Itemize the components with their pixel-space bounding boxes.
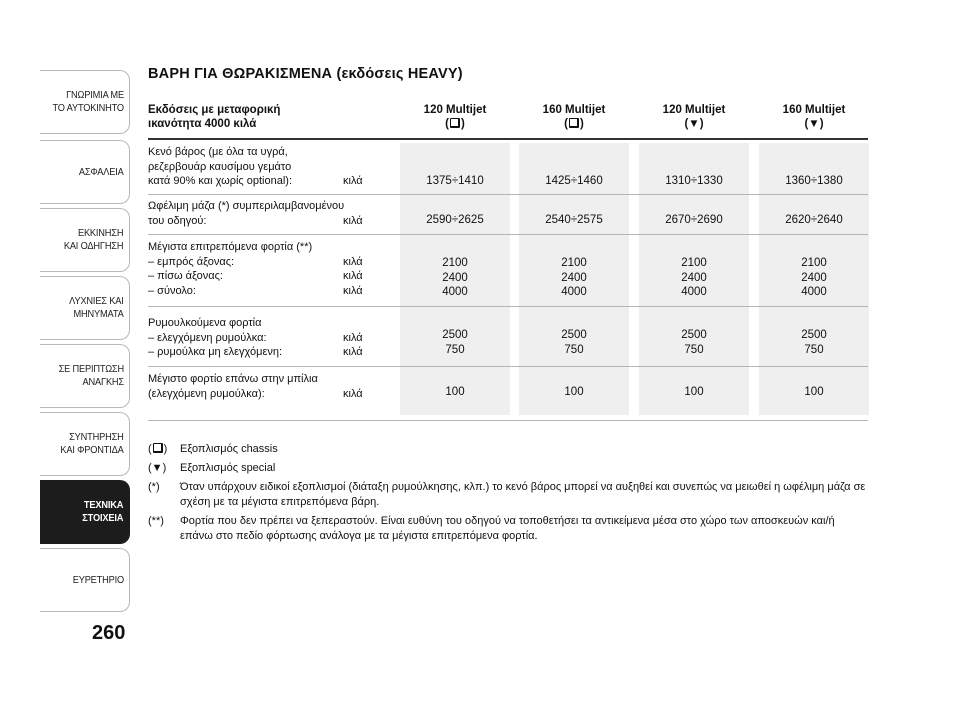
row-label-payload: Ωφέλιμη μάζα (*) συμπεριλαμβανομένου του οδηγού: [148,200,345,227]
tab-label: ΓΝΩΡΙΜΙΑ ΜΕ ΤΟ ΑΥΤΟΚΙΝΗΤΟ [52,89,124,114]
table-cell: 2500 750 [801,329,827,356]
tab-getting-to-know[interactable] [40,70,130,134]
special-triangle-icon: ▼ [151,462,163,474]
table-cell: 1425÷1460 [545,175,603,187]
column-header-4: 160 Multijet (▼) [754,103,874,131]
tab-emergency[interactable] [40,344,130,408]
table-bottom-divider [148,420,868,421]
tab-label: ΑΣΦΑΛΕΙΑ [78,165,124,178]
table-cell: 1310÷1330 [665,175,723,187]
row-divider [148,366,868,367]
chassis-icon [569,118,579,128]
table-cell: 2500 750 [681,329,707,356]
table-cell: 100 [564,386,584,398]
tab-technical-data[interactable] [40,480,130,544]
table-cell: 2100 2400 4000 [681,257,707,298]
header-divider [148,138,868,140]
column-header-3: 120 Multijet (▼) [634,103,754,131]
table-cell: 2100 2400 4000 [442,257,468,298]
note-text: Φορτία που δεν πρέπει να ξεπεραστούν. Είναι ευθύνη του οδηγού να τοποθετήσει τα αντικείμενα μέσα στο χώρο των αποσκευών και/ή επάνω στο πεδίο φόρτωσης ανάλογα με τα μέγιστα επιτρεπόμενα φορτία. [180,515,835,542]
note-text: Εξοπλισμός special [180,462,276,474]
table-cell: 1375÷1410 [426,175,484,187]
table-cell: 2590÷2625 [426,214,484,226]
row-label-empty-weight: Κενό βάρος (με όλα τα υγρά, ρεζερβουάρ καυσίμου γεμάτο κατά 90% και χωρίς optional): [148,146,293,187]
page-number: 260 [92,622,126,644]
row-label-towable-loads: Ρυμουλκούμενα φορτία – ελεγχόμενη ρυμούλκα: – ρυμούλκα μη ελεγχόμενη: [148,317,283,358]
column-header-1: 120 Multijet ( ) [395,103,515,131]
column-name: 160 Multijet [542,104,606,116]
tab-starting-driving[interactable] [40,208,130,272]
note-marker: (*) [148,481,160,493]
column-name: 160 Multijet [782,104,846,116]
row-divider [148,234,868,235]
column-name: 120 Multijet [662,104,726,116]
column-name: 120 Multijet [423,104,487,116]
tab-label: ΛΥΧΝΙΕΣ ΚΑΙ ΜΗΝΥΜΑΤΑ [69,295,124,320]
chassis-icon [450,118,460,128]
row-unit: κιλά κιλά κιλά [343,255,363,297]
note-text: Όταν υπάρχουν ειδικοί εξοπλισμοί (διάταξη ρυμούλκησης, κλπ.) το κενό βάρος μπορεί να αυξηθεί και συνεπώς να μειωθεί η ωφέλιμη μάζα σε σχέση με τα μέγιστα επιτρεπόμενα βάρη. [180,481,866,508]
table-cell: 100 [804,386,824,398]
table-cell: 2100 2400 4000 [801,257,827,298]
tab-label: ΣΕ ΠΕΡΙΠΤΩΣΗ ΑΝΑΓΚΗΣ [58,363,124,388]
table-cell: 100 [684,386,704,398]
table-cell: 2500 750 [561,329,587,356]
special-triangle-icon: ▼ [808,118,820,130]
chassis-icon [153,443,163,453]
row-divider [148,194,868,195]
table-cell: 2670÷2690 [665,214,723,226]
tab-label: ΤΕΧΝΙΚΑ ΣΤΟΙΧΕΙΑ [82,499,124,524]
table-cell: 2540÷2575 [545,214,603,226]
tab-label: ΕΥΡΕΤΗΡΙΟ [72,573,124,586]
tab-index[interactable] [40,548,130,612]
row-label-max-loads: Μέγιστα επιτρεπόμενα φορτία (**) – εμπρός άξονας: – πίσω άξονας: – σύνολο: [148,241,313,297]
row-unit: κιλά [343,387,363,400]
row-label-ball-load: Μέγιστο φορτίο επάνω στην μπίλια (ελεγχόμενη ρυμούλκα): [148,373,318,400]
note-text: Εξοπλισμός chassis [180,443,278,455]
table-cell: 100 [445,386,465,398]
row-unit: κιλά [343,175,363,187]
special-triangle-icon: ▼ [688,118,700,130]
page-title: ΒΑΡΗ ΓΙΑ ΘΩΡΑΚΙΣΜΕΝΑ (εκδόσεις HEAVY) [148,66,463,82]
tab-safety[interactable] [40,140,130,204]
row-unit: κιλά κιλά [343,331,363,358]
header-left-line1: Εκδόσεις με μεταφορική [148,104,281,116]
row-divider [148,306,868,307]
table-cell: 2620÷2640 [785,214,843,226]
header-left-line2: ικανότητα 4000 κιλά [148,118,257,130]
table-cell: 1360÷1380 [785,175,843,187]
tab-maintenance[interactable] [40,412,130,476]
tab-label: ΣΥΝΤΗΡΗΣΗ ΚΑΙ ΦΡΟΝΤΙΔΑ [60,431,124,456]
table-cell: 2500 750 [442,329,468,356]
note-marker: (**) [148,515,164,527]
column-header-2: 160 Multijet ( ) [514,103,634,131]
tab-warning-lights[interactable] [40,276,130,340]
table-header-left [148,103,280,131]
row-unit: κιλά [343,214,363,227]
tab-label: ΕΚΚΙΝΗΣΗ ΚΑΙ ΟΔΗΓΗΣΗ [64,227,124,252]
table-cell: 2100 2400 4000 [561,257,587,298]
